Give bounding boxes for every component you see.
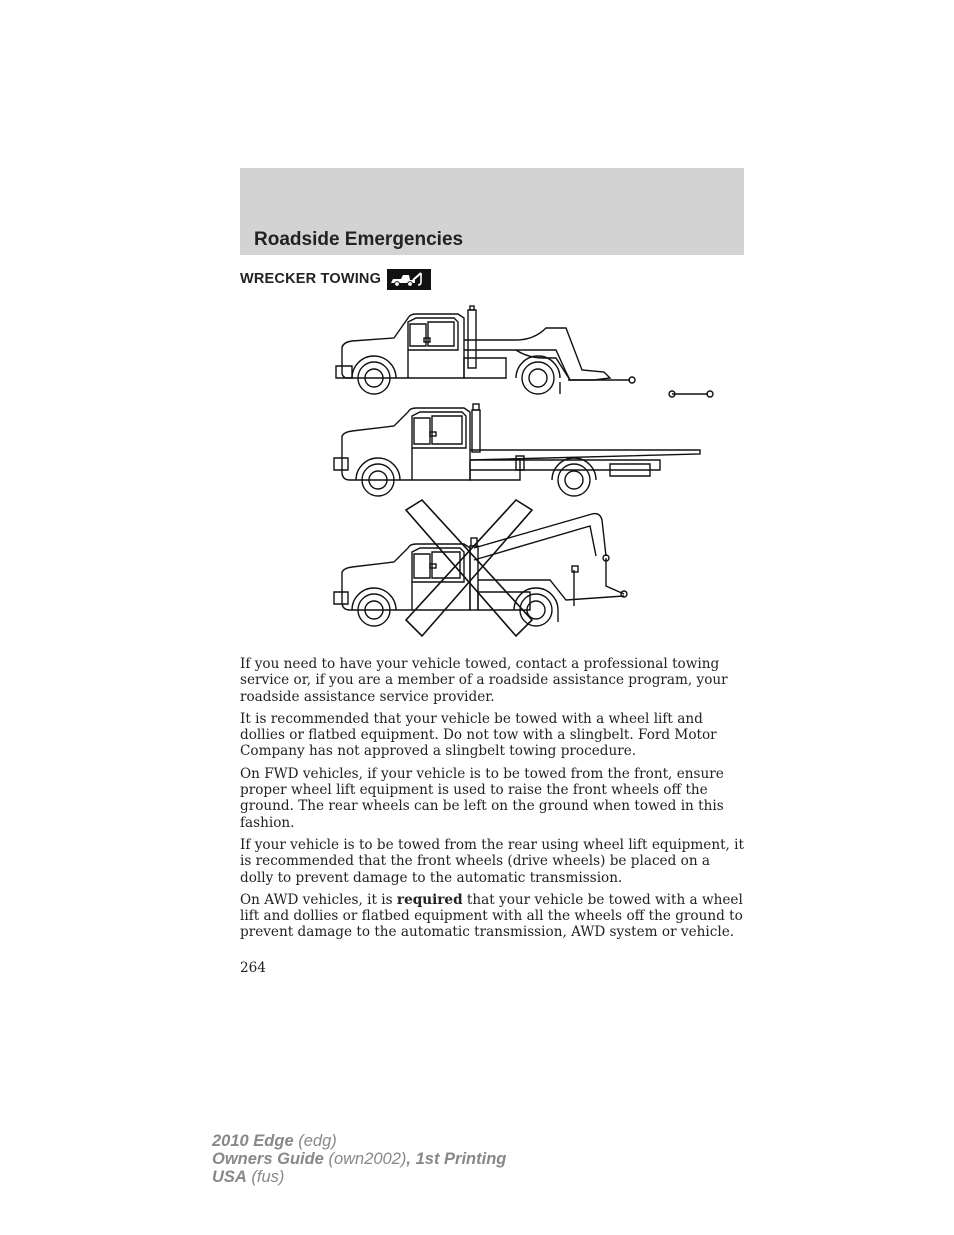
paragraph-recommended-equipment: It is recommended that your vehicle be towed with a wheel lift and dollies or flatbed equipment. Do not tow with a slingbelt. Ford Motor Company has not approved a slingbelt towing procedure. <box>240 710 717 760</box>
awd-text-start: On AWD vehicles, it is <box>240 891 397 908</box>
flatbed-truck-figure <box>334 404 700 496</box>
tow-truck-icon <box>387 269 431 290</box>
footer-line-2 <box>212 1150 506 1168</box>
wheel-lift-truck-figure <box>336 306 713 397</box>
subsection-heading-label: WRECKER TOWING <box>240 271 382 287</box>
awd-required-emphasis: required <box>396 891 463 908</box>
paragraph-contact-towing: If you need to have your vehicle towed, contact a professional towing service or, if you are a member of a roadside assistance program, your roadside assistance service provider. <box>240 656 728 705</box>
footer-guide-code: (own2002) <box>323 1150 407 1168</box>
footer-market: USA <box>212 1168 247 1186</box>
paragraph-fwd-vehicles: On FWD vehicles, if your vehicle is to be towed from the front, ensure proper wheel lift equipment is used to raise the front wheels off the ground. The rear wheels can be left on the ground when towed in this fashion. <box>240 765 724 831</box>
towing-methods-illustration <box>330 300 720 645</box>
footer-guide: Owners Guide <box>212 1150 324 1168</box>
document-footer <box>212 1132 506 1186</box>
footer-printing: , 1st Printing <box>406 1150 507 1168</box>
footer-line-1 <box>212 1132 506 1150</box>
body-text <box>240 656 746 947</box>
prohibited-x-mark <box>406 500 532 636</box>
subsection-heading <box>240 268 431 290</box>
section-title: Roadside Emergencies <box>254 229 464 250</box>
section-header-band <box>240 168 744 255</box>
footer-market-code: (fus) <box>246 1168 285 1186</box>
awd-text-end: that your vehicle be towed with a wheel lift and dollies or flatbed equipment with all the wheels off the ground to prevent damage to the automatic transmission, AWD system or vehicle. <box>240 891 743 941</box>
footer-line-3 <box>212 1168 506 1186</box>
page-number: 264 <box>240 960 266 976</box>
footer-model-code: (edg) <box>293 1132 337 1150</box>
paragraph-rear-towing: If your vehicle is to be towed from the rear using wheel lift equipment, it is recommended that the front wheels (drive wheels) be placed on a dolly to prevent damage to the automatic transmission. <box>240 836 744 886</box>
footer-model: 2010 Edge <box>212 1132 294 1150</box>
paragraph-awd-vehicles <box>240 892 746 941</box>
